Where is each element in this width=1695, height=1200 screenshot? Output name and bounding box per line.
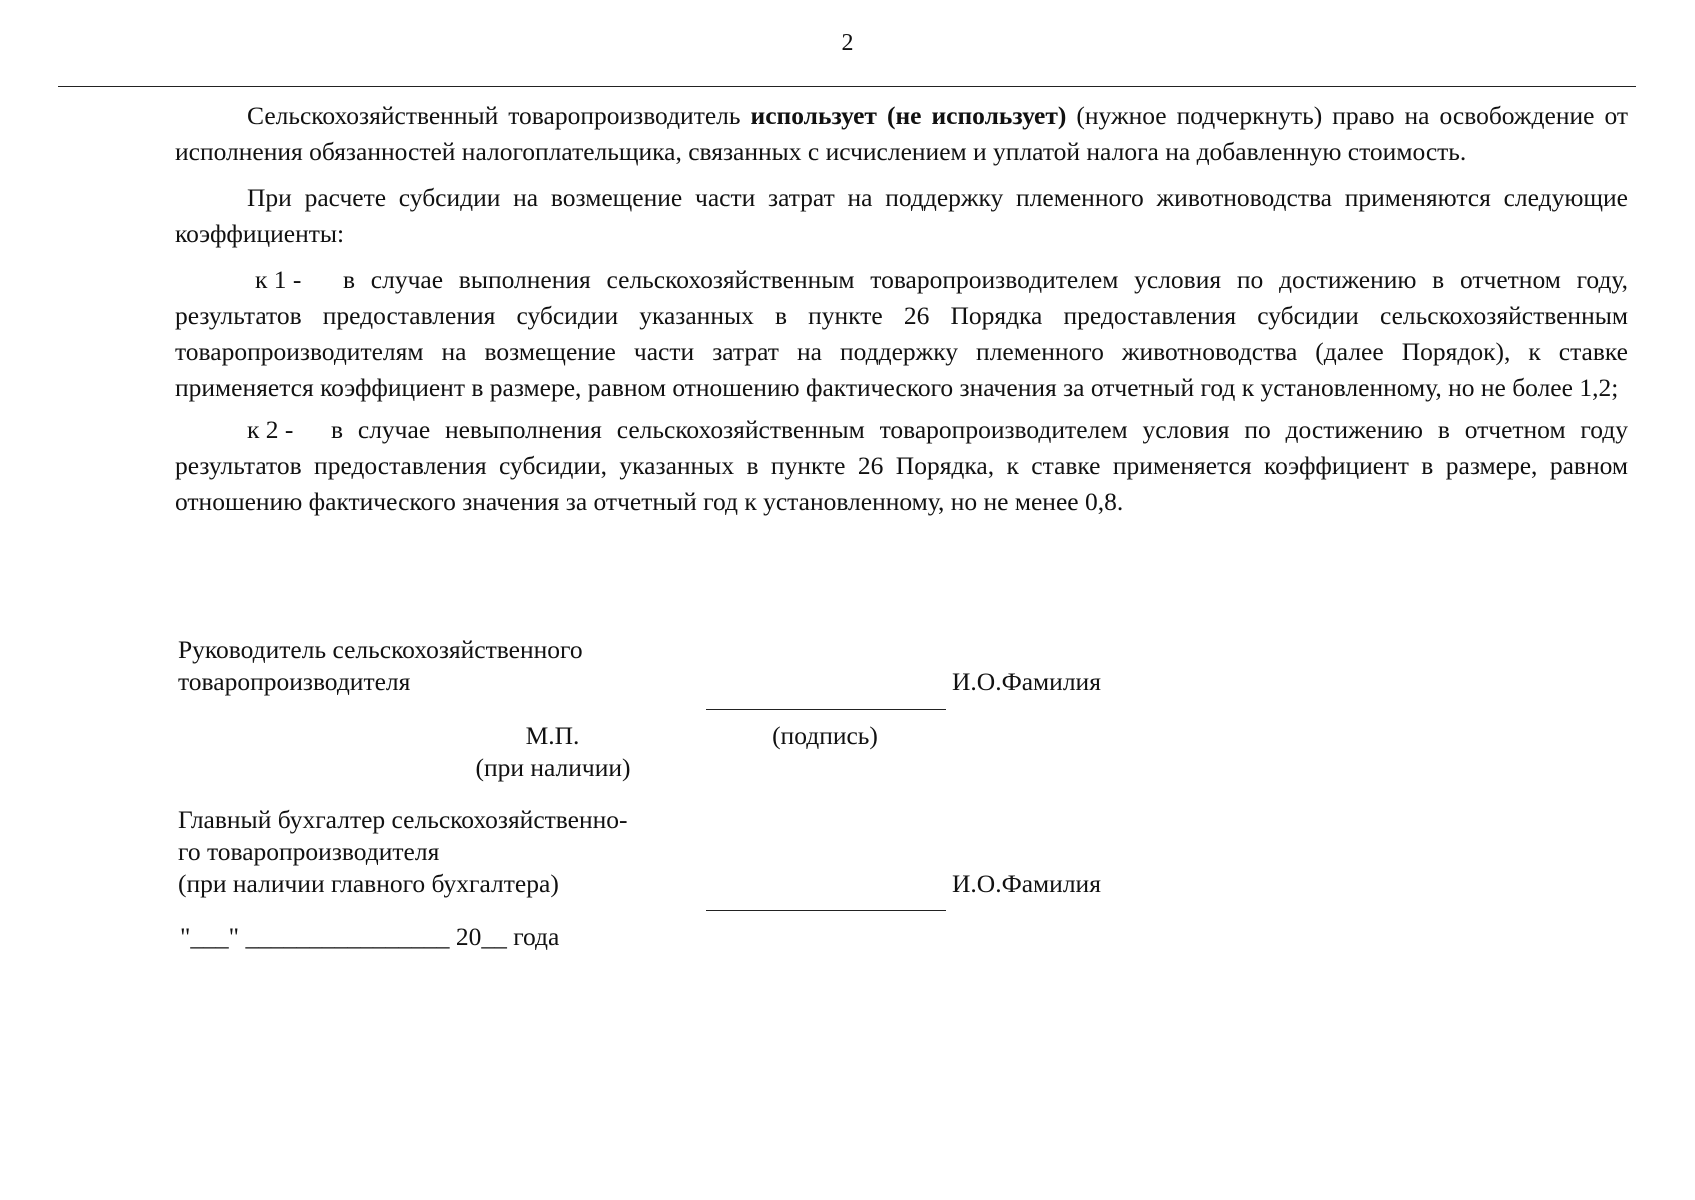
head-name: И.О.Фамилия [952,667,1101,696]
date-line: "___" ________________ 20__ года [180,922,560,951]
signature-caption: (подпись) [772,721,878,750]
k2-paragraph [175,412,1628,520]
accountant-title-line3: (при наличии главного бухгалтера) [178,869,559,898]
k2-code: к 2 - [247,415,294,444]
page-number: 2 [841,30,854,56]
document-body [175,98,1628,530]
accountant-title-line2: го товаропроизводителя [178,837,440,866]
coefficients-intro-paragraph: При расчете субсидии на возмещение части затрат на поддержку племенного животноводства применяются следующие коэффициенты: [175,183,1628,248]
vat-tail-text: (нужное подчеркнуть) право на освобождение от исполнения обязанностей налогоплательщика, связанных с исчислением и уплатой налога на добавленную стоимость. [175,101,1629,166]
stamp-note: (при наличии) [475,753,631,782]
k1-text: в случае выполнения сельскохозяйственным товаропроизводителем условия по достижению в отчетном году, результатов предоставления субсидии указанных в пункте 26 Порядка предоставления субсидии сельскохозяйственным товаропроизводителям на возмещение части затрат на поддержку племенного животноводства (далее Порядок), к ставке применяется коэффициент в размере, равном отношению фактического значения за отчетный год к установленному, но не более 1,2; [175,265,1628,402]
accountant-name: И.О.Фамилия [952,869,1101,898]
vat-choice-bold: использует (не использует) [750,101,1067,130]
k1-paragraph [175,262,1628,406]
stamp-label: М.П. [525,721,580,750]
head-signature-line [706,709,946,710]
k1-code: к 1 - [255,265,302,294]
accountant-signature-line [706,910,946,911]
head-title-line1: Руководитель сельскохозяйственного [178,635,583,664]
k2-text: в случае невыполнения сельскохозяйственным товаропроизводителем условия по достижению в отчетном году результатов предоставления субсидии, указанных в пункте 26 Порядка, к ставке применяется коэффициент в размере, равном отношению фактического значения за отчетный год к установленному, но не менее 0,8. [175,415,1628,516]
header-rule [58,86,1636,87]
vat-lead-text: Сельскохозяйственный товаропроизводитель [247,101,751,130]
vat-exemption-paragraph [175,98,1628,170]
accountant-title-line1: Главный бухгалтер сельскохозяйственно- [178,805,628,834]
head-title-line2: товаропроизводителя [178,667,411,696]
